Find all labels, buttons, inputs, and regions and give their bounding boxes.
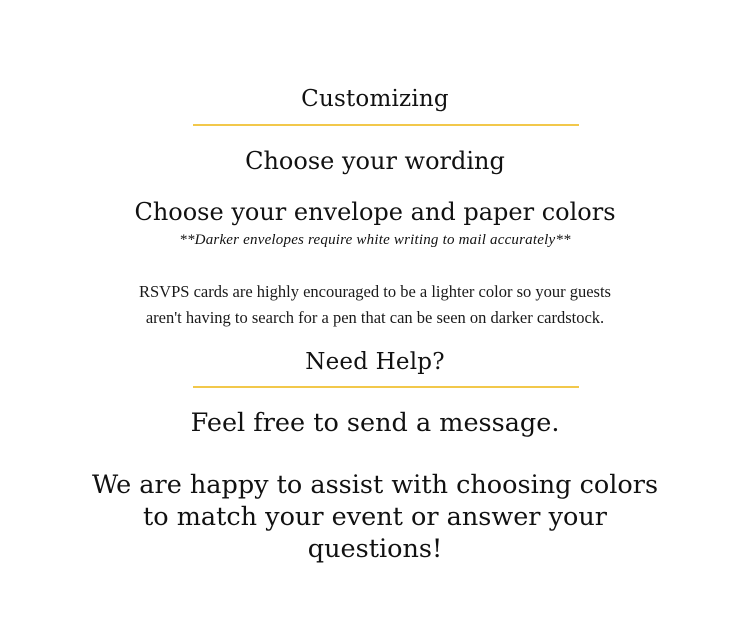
choose-wording-heading: Choose your wording [245,147,505,175]
assist-text-line-2: to match your event or answer your [143,502,607,532]
choose-colors-heading: Choose your envelope and paper colors [134,198,616,226]
darker-envelopes-note: **Darker envelopes require white writing to mail accurately** [179,232,571,248]
rsvp-note-line-1: RSVPS cards are highly encouraged to be a lighter color so your guests [139,282,611,301]
need-help-divider [193,386,579,388]
customizing-divider [193,124,579,126]
rsvp-note-line-2: aren't having to search for a pen that can be seen on darker cardstock. [145,308,605,327]
assist-text-line-1: We are happy to assist with choosing colors [91,470,659,500]
customizing-heading: Customizing [301,86,449,112]
need-help-heading: Need Help? [305,349,445,375]
assist-text-line-3: questions! [307,534,443,564]
rsvp-note [0,279,750,331]
send-message-text: Feel free to send a message. [190,408,560,438]
assist-text [0,469,750,565]
